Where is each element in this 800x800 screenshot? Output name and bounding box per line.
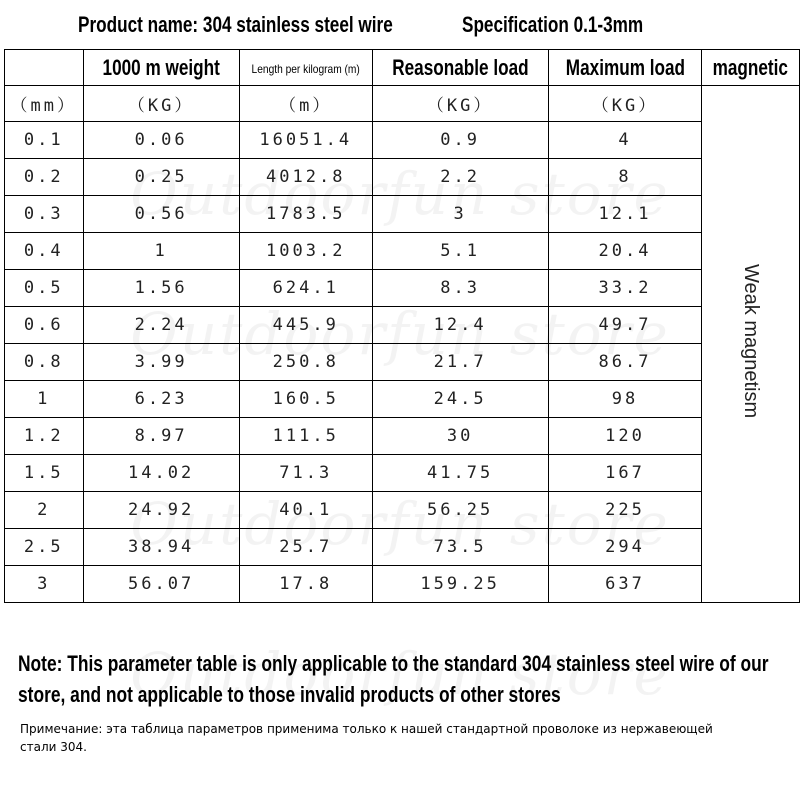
table-cell: 4012.8 bbox=[239, 159, 372, 196]
note-russian: Примечание: эта таблица параметров применима только к нашей стандартной проволоке из нержавеющей стали 304. bbox=[20, 722, 713, 754]
table-cell: 0.25 bbox=[83, 159, 239, 196]
table-cell: 71.3 bbox=[239, 455, 372, 492]
header-weight-label: 1000 m weight bbox=[102, 54, 220, 80]
table-cell: 3 bbox=[5, 566, 84, 603]
table-cell: 8.3 bbox=[372, 270, 548, 307]
table-cell: 0.9 bbox=[372, 122, 548, 159]
table-cell: 17.8 bbox=[239, 566, 372, 603]
header-reasonable-load-label: Reasonable load bbox=[391, 54, 529, 80]
magnetic-cell bbox=[702, 86, 800, 603]
table-cell: 4 bbox=[548, 122, 702, 159]
table-cell: 0.2 bbox=[5, 159, 84, 196]
table-cell: 2.24 bbox=[83, 307, 239, 344]
table-cell: 120 bbox=[548, 418, 702, 455]
product-title: Product name: 304 stainless steel wire bbox=[78, 12, 393, 37]
unit-row bbox=[5, 86, 800, 122]
table-row bbox=[5, 529, 800, 566]
header-cell-reasonable-load bbox=[372, 50, 548, 86]
header-cell-weight bbox=[83, 50, 239, 86]
specification-label: Specification 0.1-3mm bbox=[462, 12, 644, 37]
header-length-label: Length per kilogram (m) bbox=[251, 61, 360, 76]
table-cell: 33.2 bbox=[548, 270, 702, 307]
table-row bbox=[5, 196, 800, 233]
table-cell: 3.99 bbox=[83, 344, 239, 381]
table-cell: 73.5 bbox=[372, 529, 548, 566]
table-cell: 12.1 bbox=[548, 196, 702, 233]
header-magnetic-label: magnetic bbox=[713, 54, 789, 80]
table-cell: 98 bbox=[548, 381, 702, 418]
table-cell: 49.7 bbox=[548, 307, 702, 344]
table-cell: 0.1 bbox=[5, 122, 84, 159]
table-cell: 30 bbox=[372, 418, 548, 455]
parameter-table bbox=[4, 49, 800, 603]
header-cell-magnetic bbox=[702, 50, 800, 86]
table-cell: 56.25 bbox=[372, 492, 548, 529]
header-cell-length bbox=[239, 50, 372, 86]
table-cell: 41.75 bbox=[372, 455, 548, 492]
table-cell: 160.5 bbox=[239, 381, 372, 418]
table-cell: 0.6 bbox=[5, 307, 84, 344]
table-row bbox=[5, 159, 800, 196]
table-cell: 1003.2 bbox=[239, 233, 372, 270]
table-cell: 16051.4 bbox=[239, 122, 372, 159]
table-cell: 24.5 bbox=[372, 381, 548, 418]
table-cell: 111.5 bbox=[239, 418, 372, 455]
table-cell: 2.5 bbox=[5, 529, 84, 566]
magnetic-value: Weak magnetism bbox=[740, 264, 763, 419]
table-row bbox=[5, 122, 800, 159]
table-cell: 0.8 bbox=[5, 344, 84, 381]
table-row bbox=[5, 566, 800, 603]
table-cell: 8 bbox=[548, 159, 702, 196]
table-cell: 86.7 bbox=[548, 344, 702, 381]
table-cell: 294 bbox=[548, 529, 702, 566]
table-row bbox=[5, 307, 800, 344]
table-cell: 5.1 bbox=[372, 233, 548, 270]
header-row bbox=[5, 50, 800, 86]
header-cell-maximum-load bbox=[548, 50, 702, 86]
table-cell: 1.2 bbox=[5, 418, 84, 455]
table-cell: 3 bbox=[372, 196, 548, 233]
table-cell: 167 bbox=[548, 455, 702, 492]
table-row bbox=[5, 270, 800, 307]
table-cell: 0.5 bbox=[5, 270, 84, 307]
table-row bbox=[5, 455, 800, 492]
header-cell-diameter bbox=[5, 50, 84, 86]
header-maximum-load-label: Maximum load bbox=[565, 54, 685, 80]
table-row bbox=[5, 492, 800, 529]
table-cell: 0.3 bbox=[5, 196, 84, 233]
table-cell: 624.1 bbox=[239, 270, 372, 307]
table-cell: 0.56 bbox=[83, 196, 239, 233]
table-cell: 1.5 bbox=[5, 455, 84, 492]
unit-cell: （KG） bbox=[548, 86, 702, 122]
table-cell: 250.8 bbox=[239, 344, 372, 381]
table-row bbox=[5, 344, 800, 381]
table-cell: 1.56 bbox=[83, 270, 239, 307]
table-cell: 2 bbox=[5, 492, 84, 529]
unit-cell: （KG） bbox=[83, 86, 239, 122]
table-cell: 159.25 bbox=[372, 566, 548, 603]
table-cell: 0.4 bbox=[5, 233, 84, 270]
table-cell: 1783.5 bbox=[239, 196, 372, 233]
table-cell: 1 bbox=[5, 381, 84, 418]
table-cell: 56.07 bbox=[83, 566, 239, 603]
table-row bbox=[5, 381, 800, 418]
table-cell: 1 bbox=[83, 233, 239, 270]
table-cell: 21.7 bbox=[372, 344, 548, 381]
table-row bbox=[5, 418, 800, 455]
note-english: Note: This parameter table is only applicable to the standard 304 stainless steel wire of our store, and not applicable to those invalid products of other stores bbox=[18, 651, 769, 707]
table-cell: 6.23 bbox=[83, 381, 239, 418]
table-cell: 8.97 bbox=[83, 418, 239, 455]
unit-cell: （m） bbox=[239, 86, 372, 122]
table-cell: 24.92 bbox=[83, 492, 239, 529]
table-cell: 38.94 bbox=[83, 529, 239, 566]
table-cell: 40.1 bbox=[239, 492, 372, 529]
table-cell: 2.2 bbox=[372, 159, 548, 196]
unit-cell: （mm） bbox=[5, 86, 84, 122]
table-cell: 20.4 bbox=[548, 233, 702, 270]
table-cell: 25.7 bbox=[239, 529, 372, 566]
table-cell: 0.06 bbox=[83, 122, 239, 159]
table-cell: 225 bbox=[548, 492, 702, 529]
table-cell: 14.02 bbox=[83, 455, 239, 492]
table-cell: 12.4 bbox=[372, 307, 548, 344]
table-row bbox=[5, 233, 800, 270]
table-cell: 445.9 bbox=[239, 307, 372, 344]
table-cell: 637 bbox=[548, 566, 702, 603]
unit-cell: （KG） bbox=[372, 86, 548, 122]
